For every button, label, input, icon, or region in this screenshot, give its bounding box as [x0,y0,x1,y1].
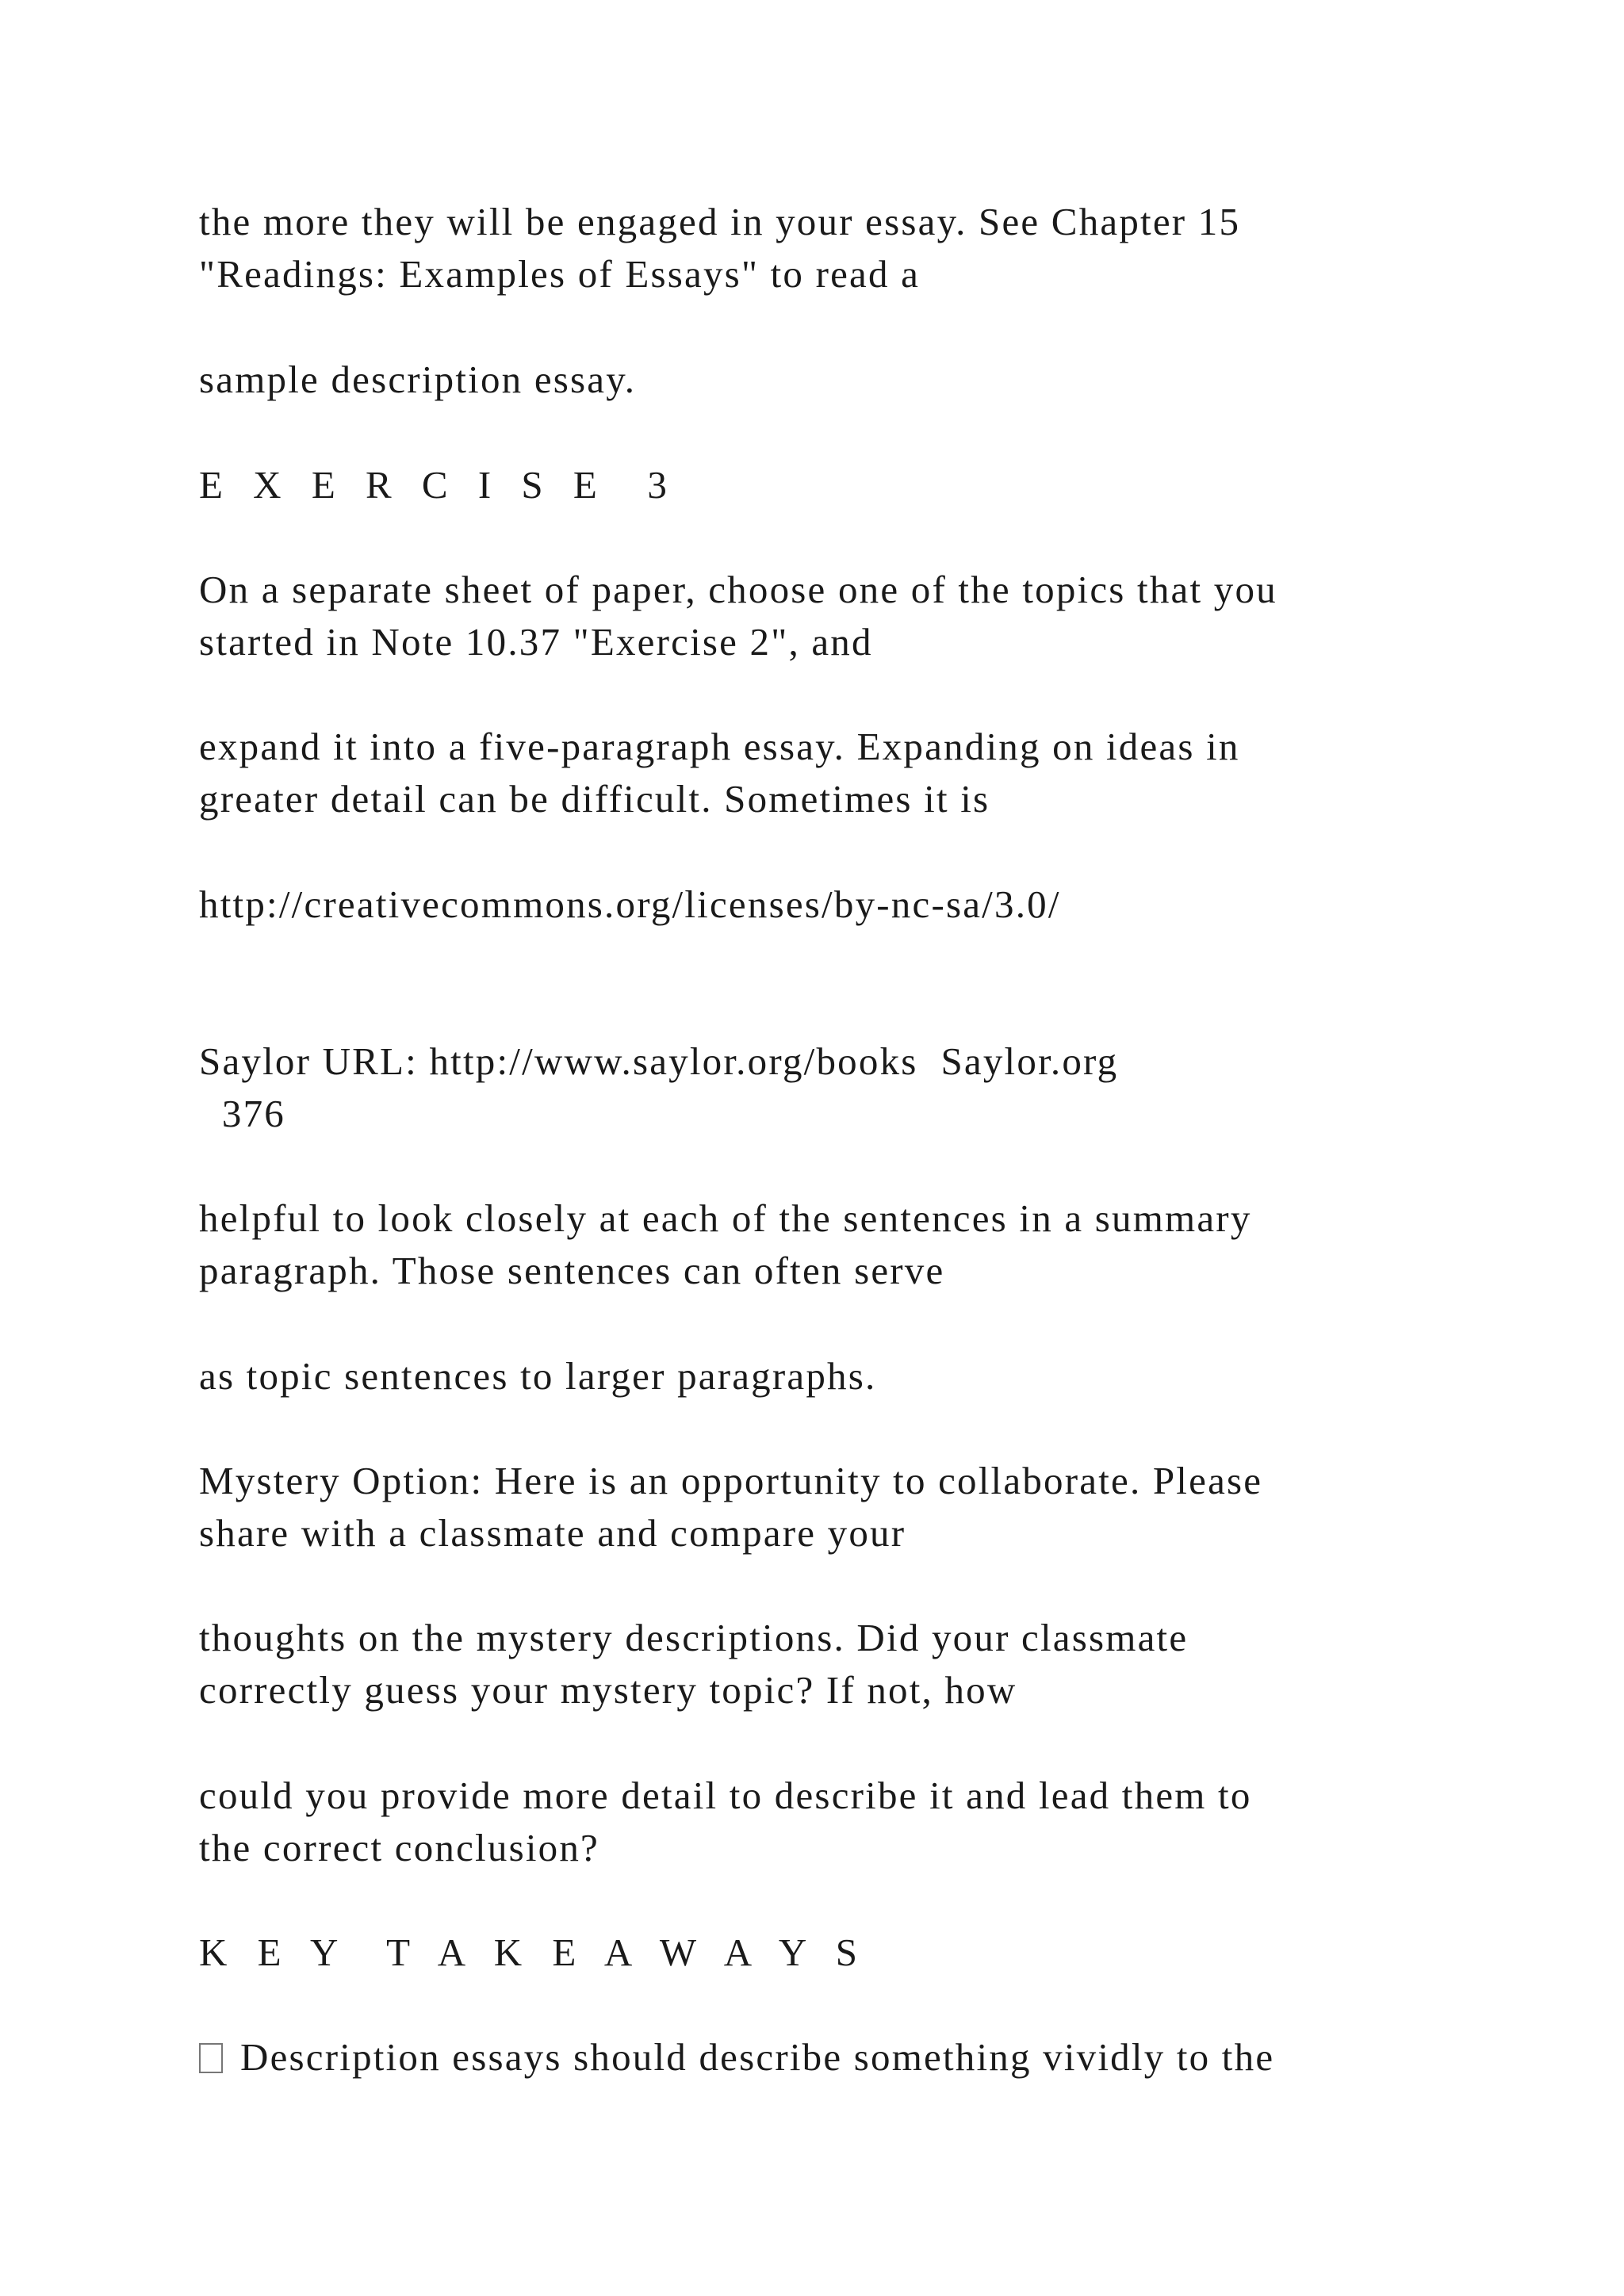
paragraph-topic-sentences [199,1350,876,1402]
text-line: Description essays should describe something vividly to the [240,2035,1275,2079]
page-number: 376 [199,1092,285,1135]
paragraph-helpful [199,1192,1252,1297]
heading-exercise-3 [199,459,677,511]
text-line: thoughts on the mystery descriptions. Did your classmate [199,1616,1189,1659]
text-line: http://creativecommons.org/licenses/by-nc-sa/3.0/ [199,882,1061,926]
text-line: K E Y T A K E A W A Y S [199,1931,868,1974]
text-line: Mystery Option: Here is an opportunity to collaborate. Please [199,1459,1263,1502]
paragraph-expand [199,721,1240,825]
paragraph-more-detail [199,1770,1252,1874]
text-line: greater detail can be difficult. Sometimes it is [199,777,990,821]
text-line: "Readings: Examples of Essays" to read a [199,252,921,296]
paragraph-engaged [199,196,1240,300]
paragraph-sample-essay [199,354,636,406]
missing-glyph-bullet-icon [199,2043,223,2073]
text-line: expand it into a five-paragraph essay. Expanding on ideas in [199,725,1240,768]
text-line: sample description essay. [199,358,637,401]
document-page [199,0,1500,2296]
license-url [199,878,1061,931]
text-line: the correct conclusion? [199,1826,599,1869]
text-line: paragraph. Those sentences can often serve [199,1249,945,1292]
text-line: helpful to look closely at each of the sentences in a summary [199,1196,1252,1240]
text-line: correctly guess your mystery topic? If not, how [199,1668,1017,1712]
text-line: Saylor URL: http://www.saylor.org/books Saylor.org [199,1039,1119,1083]
bullet-item [199,2031,1274,2084]
text-line: started in Note 10.37 "Exercise 2", and [199,620,873,664]
text-line: share with a classmate and compare your [199,1511,906,1555]
text-line: as topic sentences to larger paragraphs. [199,1354,877,1398]
paragraph-thoughts [199,1612,1188,1716]
page-footer [199,1035,1118,1140]
text-line: On a separate sheet of paper, choose one of the topics that you [199,568,1277,611]
paragraph-separate-sheet [199,564,1277,668]
text-line: E X E R C I S E 3 [199,463,677,507]
text-line: could you provide more detail to describe it and lead them to [199,1774,1252,1817]
paragraph-mystery-option [199,1455,1262,1559]
text-line: the more they will be engaged in your essay. See Chapter 15 [199,200,1241,243]
heading-key-takeaways [199,1927,868,1979]
